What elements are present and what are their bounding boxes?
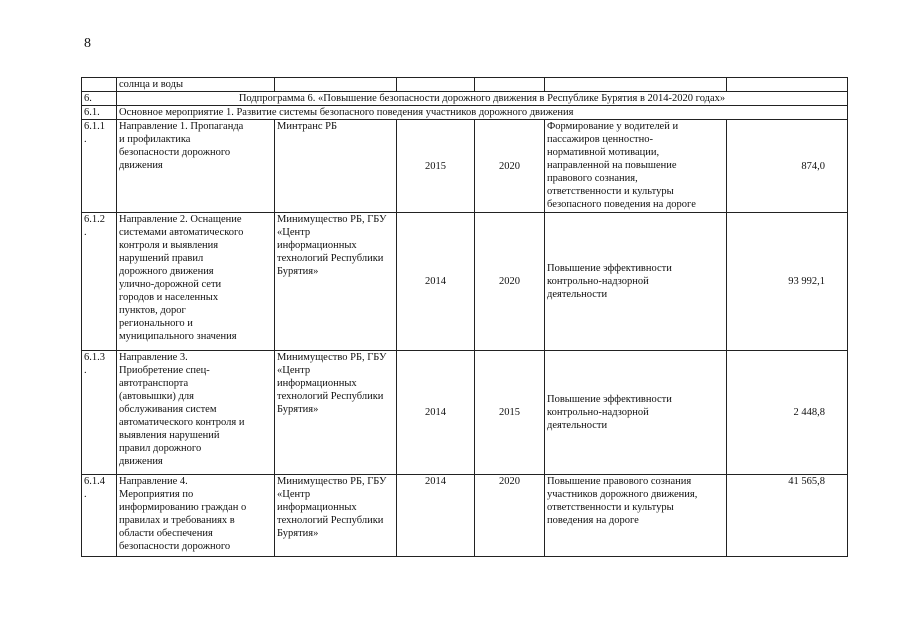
row-name: Направление 1. Пропаганда и профилактика безопасности дорожного движения (117, 120, 275, 213)
main-activity-title: Основное мероприятие 1. Развитие системы безопасного поведения участников дорожного движения (117, 106, 848, 120)
row-name: Направление 2. Оснащение системами автоматического контроля и выявления нарушений правил дорожного движения улично-дорожной сети городов и населенных пунктов, дорог регионального и муниципального значения (117, 213, 275, 351)
row-result: Повышение эффективности контрольно-надзорной деятельности (545, 213, 727, 351)
table-row (82, 120, 848, 213)
table-row (82, 475, 848, 557)
table-row (82, 351, 848, 475)
row-executor: Минтранс РБ (275, 120, 397, 213)
row-executor: Минимущество РБ, ГБУ «Центр информационных технологий Республики Бурятия» (275, 475, 397, 557)
subprogram-row (82, 92, 848, 106)
row-name: Направление 3. Приобретение спец- автотранспорта (автовышки) для обслуживания систем автоматического контроля и выявления нарушений правил дорожного движения (117, 351, 275, 475)
row-executor: Минимущество РБ, ГБУ «Центр информационных технологий Республики Бурятия» (275, 213, 397, 351)
table-row (82, 213, 848, 351)
main-activity-row (82, 106, 848, 120)
row-end-year: 2020 (475, 120, 545, 213)
row-name: Направление 4. Мероприятия по информированию граждан о правилах и требованиях в области обеспечения безопасности дорожного (117, 475, 275, 557)
page-number: 8 (84, 36, 91, 51)
subprogram-number: 6. (82, 92, 117, 106)
row-result: Формирование у водителей и пассажиров ценностно- нормативной мотивации, направленной на повышение правового сознания, ответственности и культуры безопасного поведения на дороге (545, 120, 727, 213)
cell-empty (82, 78, 117, 92)
row-amount: 2 448,8 (727, 351, 848, 475)
main-activity-number: 6.1. (82, 106, 117, 120)
row-start-year: 2014 (397, 475, 475, 557)
continuation-row (82, 78, 848, 92)
program-table (81, 77, 848, 557)
row-executor: Минимущество РБ, ГБУ «Центр информационных технологий Республики Бурятия» (275, 351, 397, 475)
row-number: 6.1.3 . (82, 351, 117, 475)
row-start-year: 2014 (397, 351, 475, 475)
row-end-year: 2020 (475, 213, 545, 351)
row-amount: 93 992,1 (727, 213, 848, 351)
row-end-year: 2020 (475, 475, 545, 557)
row-result: Повышение правового сознания участников дорожного движения, ответственности и культуры поведения на дороге (545, 475, 727, 557)
continuation-text: солнца и воды (117, 78, 275, 92)
row-amount: 41 565,8 (727, 475, 848, 557)
row-number: 6.1.2 . (82, 213, 117, 351)
row-result: Повышение эффективности контрольно-надзорной деятельности (545, 351, 727, 475)
row-amount: 874,0 (727, 120, 848, 213)
row-number: 6.1.4 . (82, 475, 117, 557)
row-end-year: 2015 (475, 351, 545, 475)
row-start-year: 2014 (397, 213, 475, 351)
row-start-year: 2015 (397, 120, 475, 213)
row-number: 6.1.1 . (82, 120, 117, 213)
subprogram-title: Подпрограмма 6. «Повышение безопасности дорожного движения в Республике Бурятия в 2014-2020 годах» (117, 92, 848, 106)
